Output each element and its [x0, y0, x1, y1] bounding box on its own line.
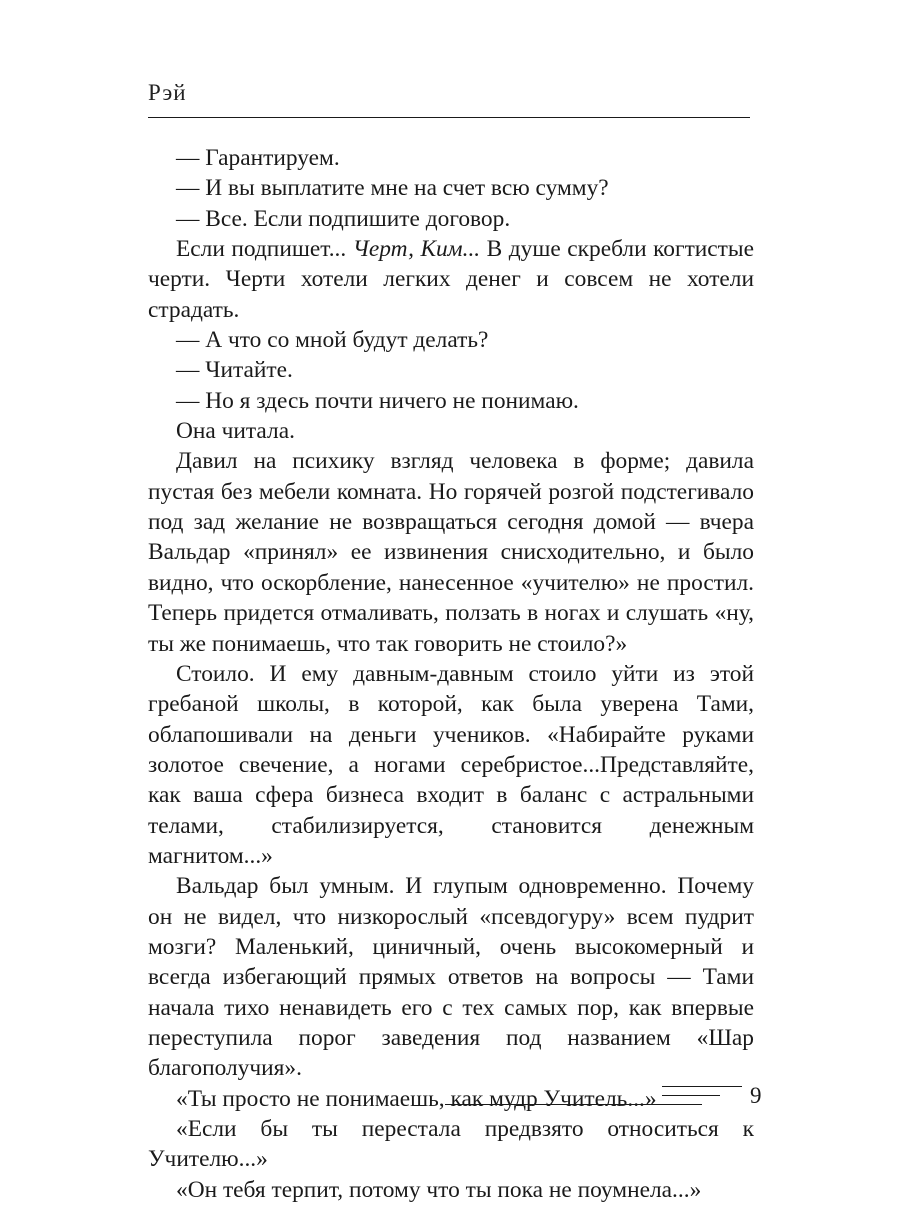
paragraph: — Читайте.: [176, 357, 293, 384]
header-rule: [148, 117, 750, 118]
paragraph: Она читала.: [176, 418, 295, 445]
paragraph: — А что со мной будут делать?: [176, 327, 489, 354]
running-head-title: Рэй: [148, 80, 187, 105]
paragraph: «Если бы ты перестала предвзято относиться к Учителю...»: [148, 1116, 754, 1173]
paragraph: Стоило. И ему давным-давным стоило уйти из этой гребаной школы, в которой, как была уверена Тами, облапошивали на деньги учеников. «Набирайте руками золотое свечение, а ногами серебристое...Представляйте, как ваша сфера бизнеса входит в баланс с астральными телами, стабилизируется, становится денежным магнитом...»: [148, 660, 754, 869]
footer-ornament-line: [662, 1095, 720, 1096]
page-body: [148, 143, 754, 1205]
footer-ornament-line: [662, 1086, 742, 1087]
paragraph: «Ты просто не понимаешь, как мудр Учитель...»: [176, 1085, 657, 1112]
paragraph: [148, 234, 754, 325]
paragraph: — Но я здесь почти ничего не понимаю.: [176, 387, 579, 414]
paragraph-text: Если подпишет...: [176, 236, 353, 263]
page-number: 9: [750, 1083, 762, 1108]
paragraph: — И вы выплатите мне на счет всю сумму?: [176, 175, 609, 202]
paragraph: «Он тебя терпит, потому что ты пока не поумнела...»: [176, 1176, 702, 1203]
paragraph: Вальдар был умным. И глупым одновременно. Почему он не видел, что низкорослый «псевдогуру» всем пудрит мозги? Маленький, циничный, очень высокомерный и всегда избегающий прямых ответов на вопросы — Тами начала тихо ненавидеть его с тех самых пор, как впервые переступила порог заведения под названием «Шар благополучия».: [148, 873, 754, 1082]
paragraph-text: В душе скребли когтистые черти. Черти хотели легких денег и совсем не хотели страдать.: [148, 236, 755, 323]
italic-thought: Черт, Ким...: [352, 236, 481, 263]
footer-rule: [445, 1104, 702, 1105]
paragraph: — Все. Если подпишите договор.: [176, 205, 511, 232]
paragraph: — Гарантируем.: [176, 145, 340, 171]
paragraph: Давил на психику взгляд человека в форме; давила пустая без мебели комната. Но горячей розгой подстегивало под зад желание не возвращаться сегодня домой — вчера Вальдар «принял» ее извинения снисходительно, и было видно, что оскорбление, нанесенное «учителю» не простил. Теперь придется отмаливать, ползать в ногах и слушать «ну, ты же понимаешь, что так говорить не стоило?»: [148, 448, 754, 657]
